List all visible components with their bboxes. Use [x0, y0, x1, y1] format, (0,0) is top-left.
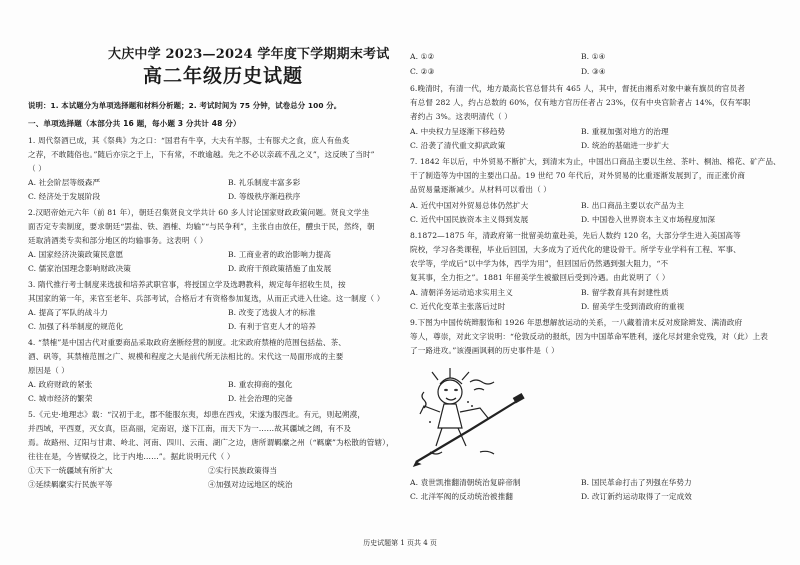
- q3-line-2: 其国家的第一年，来官至老年、兵部考试，合格后才有资格参加复选，从而正式进入仕途。这一制度（ ）: [28, 294, 385, 303]
- q5-item-3: ③延续羁縻实行民族平等: [28, 480, 113, 489]
- q9-option-d[interactable]: D. 改订新约运动取得了一定成效: [581, 492, 692, 501]
- q6-option-d[interactable]: D. 统治的基础进一步扩大: [581, 141, 669, 150]
- q5-item-2: ②实行民族政策得当: [208, 466, 278, 475]
- q8-option-a[interactable]: A. 清朝洋务运动追求实用主义: [410, 288, 513, 297]
- q1-option-a[interactable]: A. 社会阶层等级森严: [28, 178, 101, 187]
- school-line: 大庆中学 2023—2024 学年度下学期期末考试: [108, 47, 390, 62]
- q9-line-1: 9.下图为中国传统辫服饰和 1926 年思想解放运动的关系，一八藏着清末反对废除辫发、满清政府: [410, 318, 743, 327]
- q5-option-c[interactable]: C. ②③: [410, 67, 435, 76]
- q6-line-2: 有总督 282 人，约占总数的 60%，仅有地方官历任者占 23%，仅有中央官阶者占 14%，仅有军职: [410, 98, 751, 107]
- q8-line-4: 复其事，全力拒之”。1881 年留美学生被撤回后受到冷遇。由此说明了（ ）: [410, 273, 670, 282]
- exam-note: 说明：1. 本试题分为单项选择题和材料分析题；2. 考试时间为 75 分钟，试卷总分 100 分。: [28, 101, 342, 110]
- q5-item-4: ④加强对边远地区的统治: [208, 480, 293, 489]
- q8-option-c[interactable]: C. 近代化变革主张落后过时: [410, 302, 506, 311]
- q7-option-d[interactable]: D. 中国卷入世界资本主义市场程度加深: [581, 215, 716, 224]
- warlord-sword-cartoon-icon: [410, 362, 530, 472]
- q3-option-c[interactable]: C. 加强了科举制度的规范化: [28, 322, 124, 331]
- q3-option-b[interactable]: B. 改变了选拔人才的标准: [228, 308, 316, 317]
- q8-line-1: 8.1872—1875 年，清政府第一批留美幼童赴美，先后人数约 120 名，大部分学生进入美国高等: [410, 231, 741, 240]
- q2-option-d[interactable]: D. 政府干预政策措施了血发展: [228, 264, 332, 273]
- q3-option-a[interactable]: A. 提高了军队的战斗力: [28, 308, 108, 317]
- q4-line-2: 酒、矾等，其禁榷范围之广、规模和程度之大是前代所无法相比的。宋代这一局面形成的主要: [28, 352, 344, 361]
- q6-option-b[interactable]: B. 重视加强对地方的治理: [581, 127, 669, 136]
- q5-line-4: 往往在是，今皆赋役之，比于内地……”。据此说明元代（ ）: [28, 452, 235, 461]
- q8-line-3: 农学等，学成后“以中学为体，西学为用”，但回国后仍然遇到强大阻力，“不: [410, 259, 669, 268]
- q2-line-2: 面否定专卖制度，要求朝廷“罢盐、铁、酒榷、均输”“与民争利”，主张自由放任，醴虫于民，然终，朝: [28, 222, 375, 231]
- q5-option-d[interactable]: D. ③④: [581, 67, 606, 76]
- q5-option-b[interactable]: B. ①④: [581, 52, 606, 61]
- q1-option-d[interactable]: D. 等级秩序渐趋秩序: [228, 192, 301, 201]
- q4-option-b[interactable]: B. 重农抑商的强化: [228, 380, 293, 389]
- q1-option-b[interactable]: B. 礼乐制度丰富多彩: [228, 178, 301, 187]
- q5-item-1: ①天下一统疆域有所扩大: [28, 466, 113, 475]
- q4-line-1: 4. “禁榷”是中国古代对重要商品采取政府垄断经营的制度。北宋政府禁榷的范围包括盐、茶、: [28, 338, 346, 347]
- q7-option-a[interactable]: A. 近代中国对外贸易总体仍然扩大: [410, 201, 529, 210]
- q4-option-d[interactable]: D. 社会治理的完备: [228, 394, 293, 403]
- q4-option-a[interactable]: A. 政府财政的紧张: [28, 380, 93, 389]
- q2-option-c[interactable]: C. 儒家治国理念影响财政决策: [28, 264, 131, 273]
- q5-line-3: 焉。故路州、辽阳与甘肃、岭北、河南、四川、云南、湖广之边，唐所谓羁縻之州（“羁縻”为松散的管辖），: [28, 438, 394, 447]
- q7-line-3: 品贸易量逐渐减少。从材料可以看出（ ）: [410, 185, 551, 194]
- q6-line-3: 者约占 3%。这表明清代（ ）: [410, 112, 512, 121]
- section-heading: 一、单项选择题（本部分共 16 题，每小题 3 分共计 48 分）: [28, 119, 241, 128]
- q8-line-2: 院校，学习各类课程，毕业后回国，大多成为了近代化的建设骨干。所学专业学科有工程、军事、: [410, 245, 741, 254]
- q6-option-a[interactable]: A. 中央权力呈逐渐下移趋势: [410, 127, 506, 136]
- q2-line-1: 2.汉昭帝始元六年（前 81 年），朝廷召集贤良文学共计 60 多人讨论国家财政政策问题。贤良文学坐: [28, 208, 370, 217]
- q6-option-c[interactable]: C. 沿袭了清代重文抑武政策: [410, 141, 506, 150]
- q5-line-1: 5.《元史·地理志》载：“汉初于北，郡不能服东夷，却患在西戎，宋遂为服西北。有元，则起朔漠，: [28, 410, 366, 419]
- q9-line-2: 等人，尊崇，对此文字说明：“伦敦反动的报纸，因为中国革命军胜利，遂化尽封建余党残，对（此）上表: [410, 332, 768, 341]
- q6-line-1: 6.晚清时，有清一代，地方最高长官总督共有 465 人，其中，督抚由湘系对象中兼有旗员的官员者: [410, 84, 746, 93]
- q9-option-c[interactable]: C. 北洋军阀的反动统治被推翻: [410, 492, 513, 501]
- q1-line-1: 1. 周代祭酒已成，其《祭典》为之口：“国君有牛享，大夫有羊豚，士有豚犬之食，庶人有鱼炙: [28, 136, 350, 145]
- q5-line-2: 并西域，平西夏，灭女真，臣高丽，定南诏，遂下江南，而天下为一……故其疆域之阔，有不及: [28, 424, 352, 433]
- page-title: 高二年级历史试题: [143, 65, 304, 87]
- q7-option-c[interactable]: C. 近代中国民族资本主义得到发展: [410, 215, 529, 224]
- q1-line-3: （ ）: [28, 164, 46, 173]
- q7-line-1: 7. 1842 年以后，中外贸易不断扩大，到清末为止，中国出口商品主要以生丝、茶叶、桐油、棉花、矿产品、: [410, 157, 781, 166]
- q2-option-a[interactable]: A. 国家经济决策政策民意愿: [28, 250, 124, 259]
- q1-option-c[interactable]: C. 经济处于发展阶段: [28, 192, 101, 201]
- q4-option-c[interactable]: C. 城市经济的繁荣: [28, 394, 93, 403]
- q8-option-d[interactable]: D. 留美学生受到清政府的重视: [581, 302, 685, 311]
- q5-option-a[interactable]: A. ①②: [410, 52, 435, 61]
- q4-line-3: 原因是（ ）: [28, 366, 69, 375]
- q9-option-a[interactable]: A. 袁世凯推翻清朝统治复辟帝制: [410, 478, 521, 487]
- q2-option-b[interactable]: B. 工商业者的政治影响力提高: [228, 250, 332, 259]
- q7-line-2: 干了制造等为中国的主要出口品。19 世纪 70 年代后，对外贸易的比重逐渐发展到了，而正涨价商: [410, 171, 746, 180]
- q2-line-3: 廷取消酒类专卖和部分地区的均输事务。这表明（ ）: [28, 236, 208, 245]
- q8-option-b[interactable]: B. 留学教育具有封建性质: [581, 288, 669, 297]
- q1-line-2: 之荐，不敢随俗也。”随后亦宗之于上，下有常，不敢逾越。先之不必以亲疏不乱之义”，这反映了当时”: [28, 150, 375, 159]
- q7-option-b[interactable]: B. 出口商品主要以农产品为主: [581, 201, 685, 210]
- q9-line-3: 了一路进攻。”该漫画讽刺的历史事件是（ ）: [410, 346, 559, 355]
- q3-option-d[interactable]: D. 有利于官吏人才的培养: [228, 322, 316, 331]
- q9-option-b[interactable]: B. 国民革命打击了列强在华势力: [581, 478, 692, 487]
- q3-line-1: 3. 隋代推行考士制度来选拔和培养武职官事，将授国立学及选聘教科，规定每年招收生员，按: [28, 280, 346, 289]
- page-footer: 历史试题第 1 页共 4 页: [363, 539, 437, 547]
